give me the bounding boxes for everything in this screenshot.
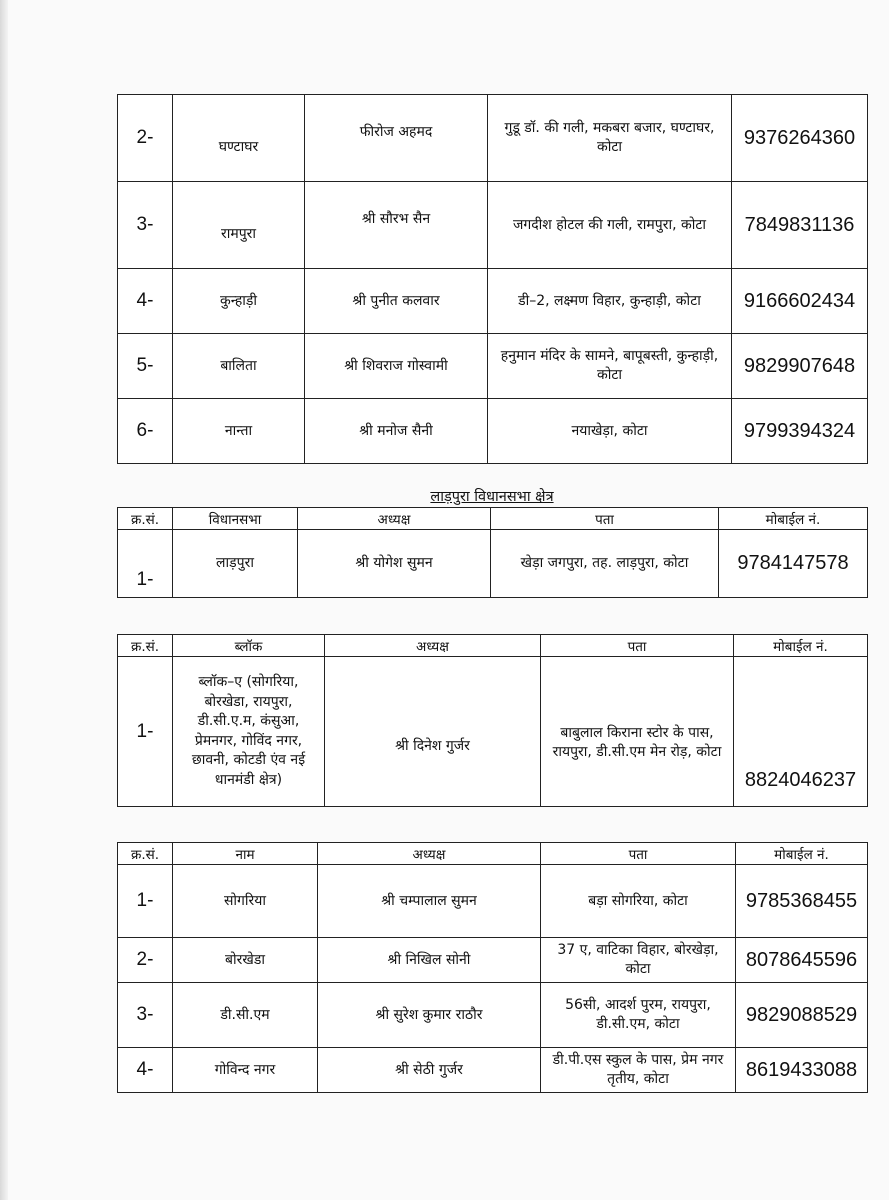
table-row (118, 399, 868, 464)
block-name: ब्लॉक–ए (सोगरिया, बोरखेडा, रायपुरा, डी.सी.ए.म, कंसुआ, प्रेमनगर, गोविंद नगर, छावनी, कोटडी एंव नई धानमंडी क्षेत्र) (173, 657, 325, 807)
mobile-number: 8824046237 (734, 657, 868, 807)
president-name: श्री शिवराज गोस्वामी (305, 334, 488, 399)
block-table (117, 634, 868, 807)
table-row (118, 983, 868, 1048)
address: डी–2, लक्ष्मण विहार, कुन्हाड़ी, कोटा (488, 269, 732, 334)
wards-table-top (117, 94, 868, 464)
mobile-number: 7849831136 (732, 182, 868, 269)
header-serial: क्र.सं. (118, 843, 173, 865)
header-mobile: मोबाईल नं. (719, 508, 868, 530)
serial-number: 2- (118, 95, 173, 182)
header-serial: क्र.सं. (118, 508, 173, 530)
address: बड़ा सोगरिया, कोटा (541, 865, 736, 938)
table-row (118, 269, 868, 334)
header-mobile: मोबाईल नं. (736, 843, 868, 865)
unit-name: डी.सी.एम (173, 983, 318, 1048)
serial-number: 3- (118, 182, 173, 269)
table-row (118, 530, 868, 598)
unit-name: सोगरिया (173, 865, 318, 938)
address: 37 ए, वाटिका विहार, बोरखेड़ा, कोटा (541, 938, 736, 983)
assembly-name: लाड़पुरा (173, 530, 298, 598)
serial-number: 1- (118, 657, 173, 807)
header-serial: क्र.सं. (118, 635, 173, 657)
address: डी.पी.एस स्कुल के पास, प्रेम नगर तृतीय, कोटा (541, 1048, 736, 1093)
header-president: अध्यक्ष (298, 508, 491, 530)
header-block: ब्लॉक (173, 635, 325, 657)
mobile-number: 8619433088 (736, 1048, 868, 1093)
serial-number: 1- (118, 530, 173, 598)
address: हनुमान मंदिर के सामने, बापूबस्ती, कुन्हाड़ी, कोटा (488, 334, 732, 399)
mobile-number: 9785368455 (736, 865, 868, 938)
table-row (118, 95, 868, 182)
unit-name: गोविन्द नगर (173, 1048, 318, 1093)
president-name: श्री योगेश सुमन (298, 530, 491, 598)
header-mobile: मोबाईल नं. (734, 635, 868, 657)
area-name: बालिता (173, 334, 305, 399)
section-title (117, 486, 867, 506)
address: बाबुलाल किराना स्टोर के पास, रायपुरा, डी.सी.एम मेन रोड़, कोटा (541, 657, 734, 807)
president-name: श्री चम्पालाल सुमन (318, 865, 541, 938)
serial-number: 4- (118, 1048, 173, 1093)
address: नयाखेड़ा, कोटा (488, 399, 732, 464)
table-row (118, 657, 868, 807)
address: जगदीश होटल की गली, रामपुरा, कोटा (488, 182, 732, 269)
president-name: फीरोज अहमद (305, 95, 488, 182)
header-name: नाम (173, 843, 318, 865)
table-row (118, 938, 868, 983)
mobile-number: 9829088529 (736, 983, 868, 1048)
mobile-number: 9799394324 (732, 399, 868, 464)
table-header-row (118, 843, 868, 865)
area-name: घण्टाघर (173, 95, 305, 182)
serial-number: 4- (118, 269, 173, 334)
header-address: पता (491, 508, 719, 530)
table-row (118, 865, 868, 938)
president-name: श्री सेठी गुर्जर (318, 1048, 541, 1093)
header-president: अध्यक्ष (318, 843, 541, 865)
header-address: पता (541, 635, 734, 657)
serial-number: 6- (118, 399, 173, 464)
table-row (118, 182, 868, 269)
president-name: श्री मनोज सैनी (305, 399, 488, 464)
mobile-number: 9166602434 (732, 269, 868, 334)
serial-number: 5- (118, 334, 173, 399)
mobile-number: 8078645596 (736, 938, 868, 983)
serial-number: 3- (118, 983, 173, 1048)
header-assembly: विधानसभा (173, 508, 298, 530)
address: 56सी, आदर्श पुरम, रायपुरा, डी.सी.एम, कोटा (541, 983, 736, 1048)
table-row (118, 334, 868, 399)
president-name: श्री निखिल सोनी (318, 938, 541, 983)
table-header-row (118, 635, 868, 657)
president-name: श्री दिनेश गुर्जर (325, 657, 541, 807)
address: गुडू डॉ. की गली, मकबरा बजार, घण्टाघर, कोटा (488, 95, 732, 182)
area-name: नान्ता (173, 399, 305, 464)
serial-number: 1- (118, 865, 173, 938)
page-edge-shadow (0, 0, 8, 1200)
area-name: रामपुरा (173, 182, 305, 269)
president-name: श्री सुरेश कुमार राठौर (318, 983, 541, 1048)
table-row (118, 1048, 868, 1093)
mobile-number: 9376264360 (732, 95, 868, 182)
mobile-number: 9784147578 (719, 530, 868, 598)
header-address: पता (541, 843, 736, 865)
mobile-number: 9829907648 (732, 334, 868, 399)
address: खेड़ा जगपुरा, तह. लाड़पुरा, कोटा (491, 530, 719, 598)
president-name: श्री सौरभ सैन (305, 182, 488, 269)
units-table (117, 842, 868, 1093)
president-name: श्री पुनीत कलवार (305, 269, 488, 334)
area-name: कुन्हाड़ी (173, 269, 305, 334)
table-header-row (118, 508, 868, 530)
unit-name: बोरखेडा (173, 938, 318, 983)
section-title-text: लाड़पुरा विधानसभा क्षेत्र (430, 489, 554, 505)
header-president: अध्यक्ष (325, 635, 541, 657)
serial-number: 2- (118, 938, 173, 983)
assembly-table (117, 507, 868, 598)
